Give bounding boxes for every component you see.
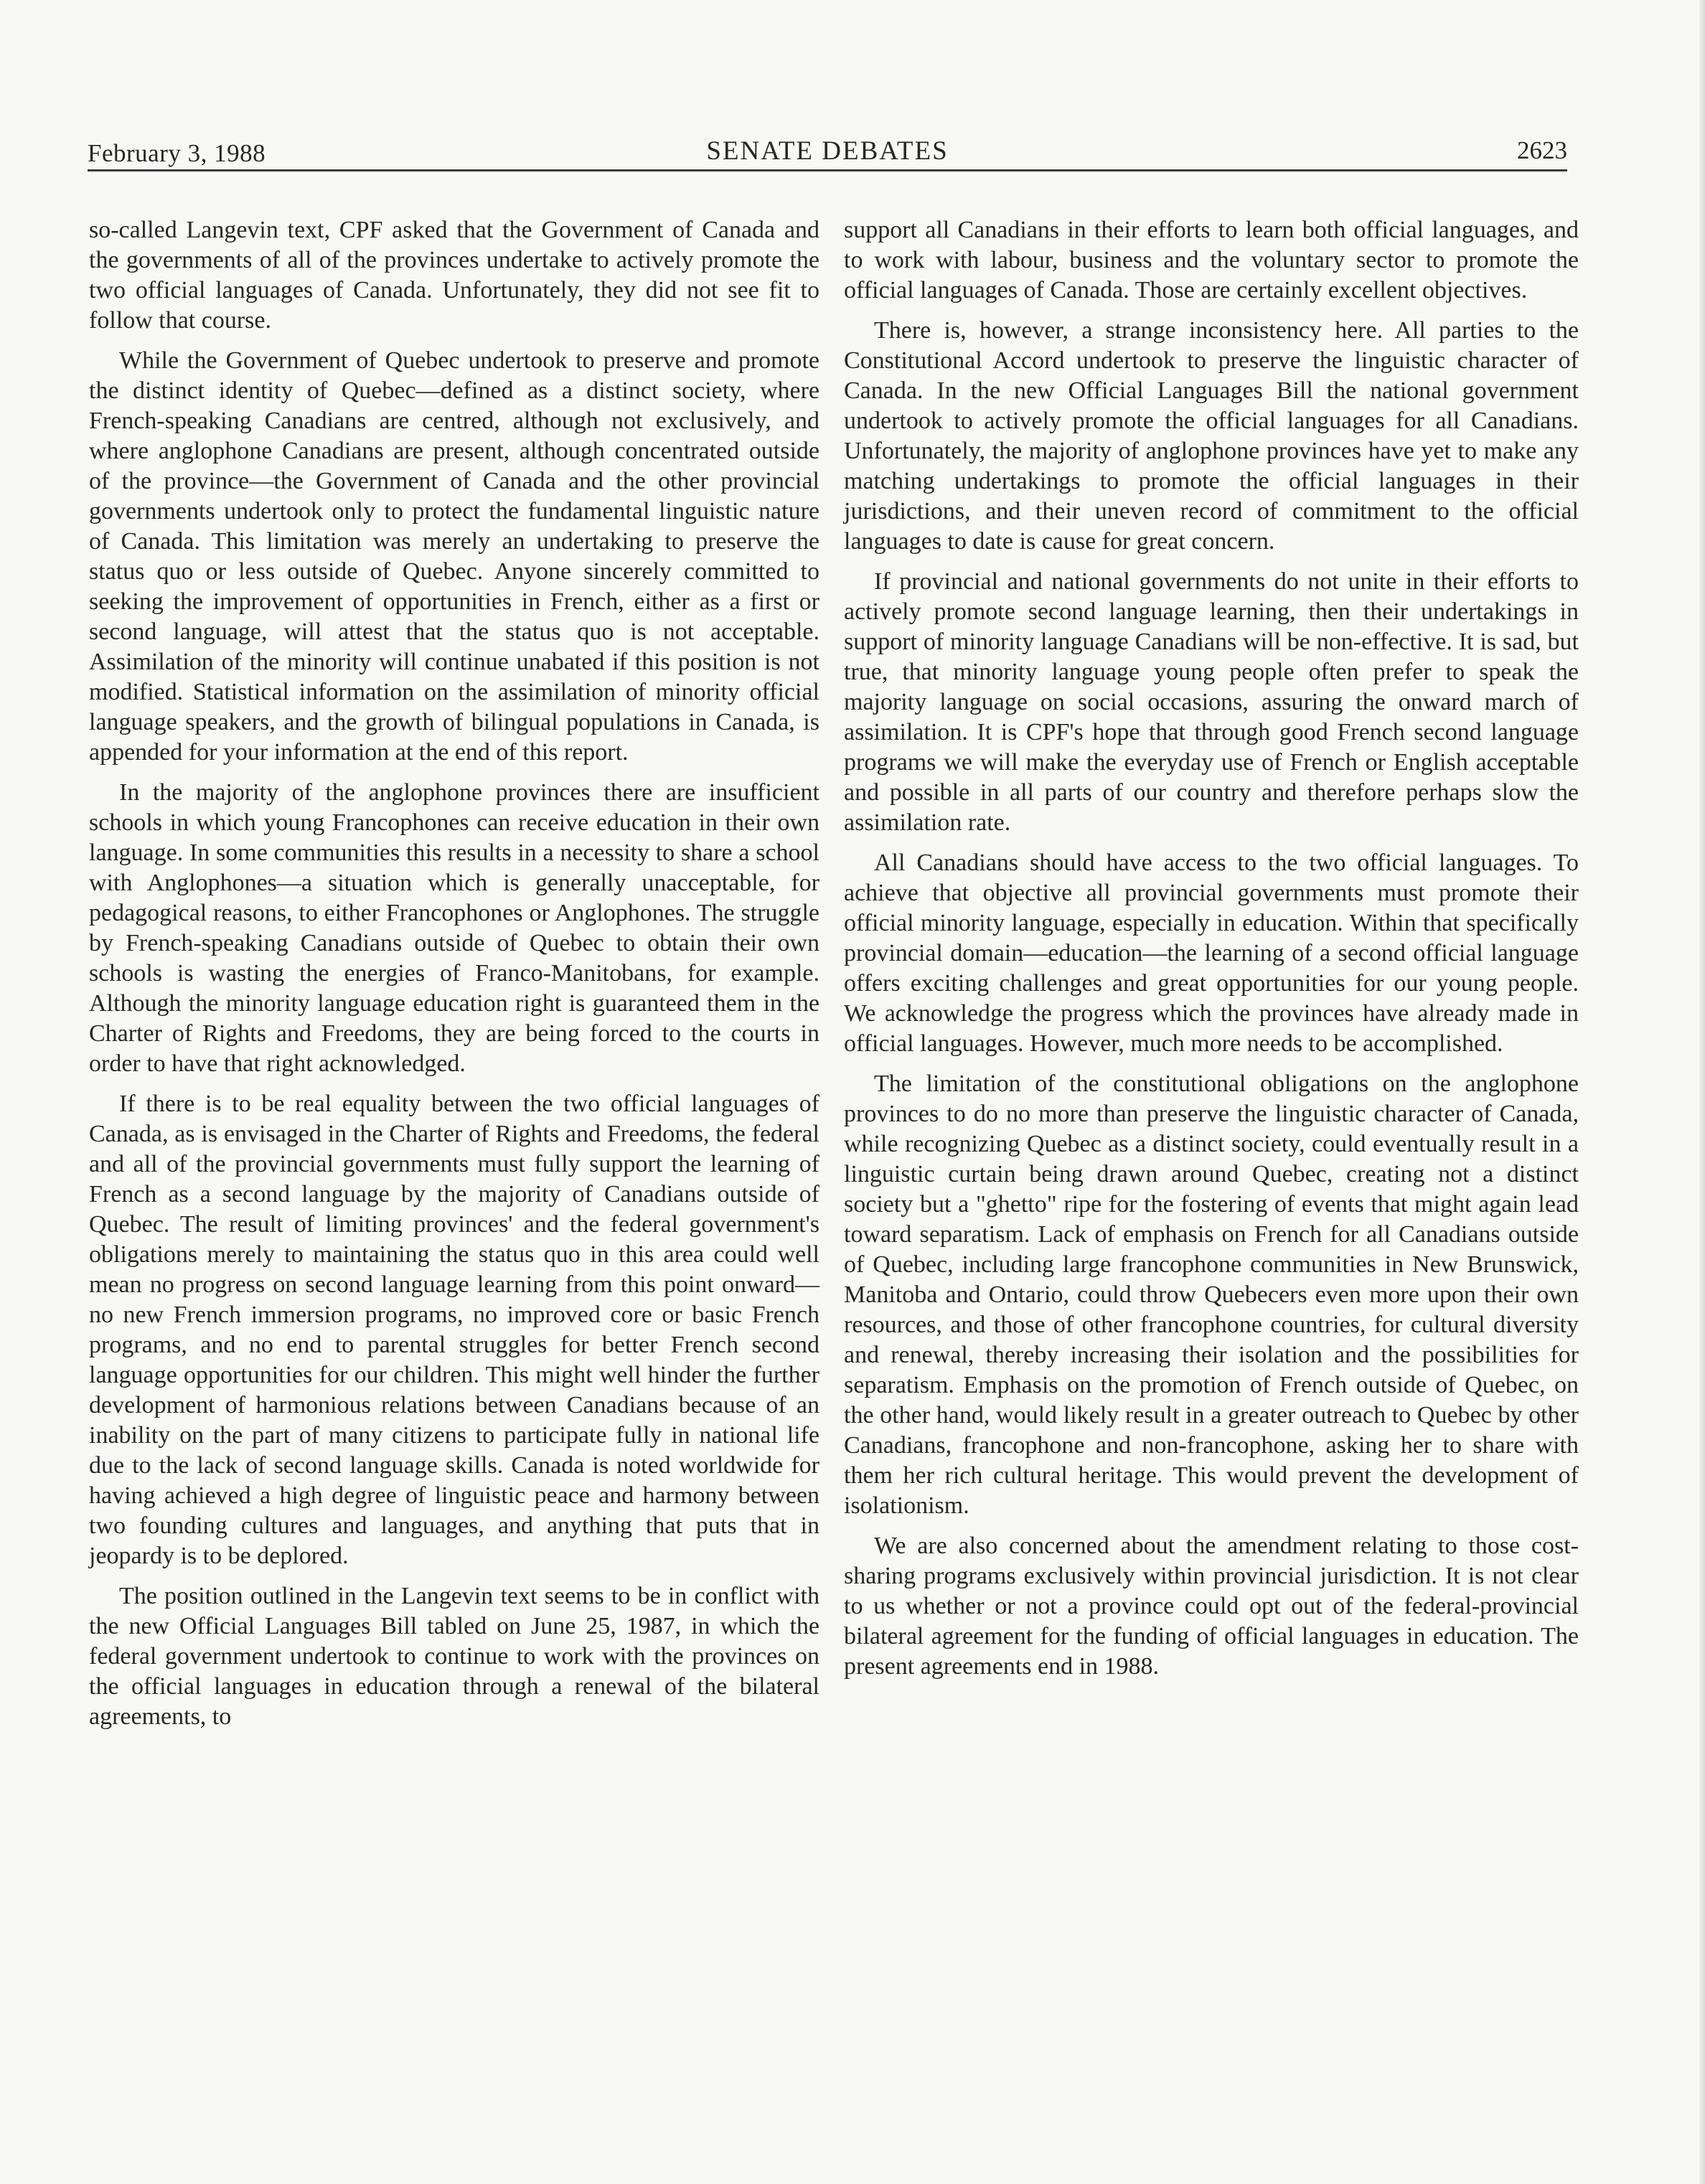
paragraph: The position outlined in the Langevin text seems to be in conflict with the new Official Languages Bill tabled on June 25, 1987, in which the federal government undertook to continue to work with the provinces on the official languages in education through a renewal of the bilateral agreements, to — [89, 1583, 819, 1730]
paragraph: In the majority of the anglophone provinces there are insufficient schools in which young Francophones can receive education in their own language. In some communities this results in a necessity to share a school with Anglophones—a situation which is generally unacceptable, for pedagogical reasons, to either Francophones or Anglophones. The struggle by French-speaking Canadians outside of Quebec to obtain their own schools is wasting the energies of Franco-Manitobans, for example. Although the minority language education right is guaranteed them in the Charter of Rights and Freedoms, they are being forced to the courts in order to have that right acknowledged. — [89, 779, 819, 1077]
scan-edge-shadow — [1699, 0, 1705, 2184]
paragraph: There is, however, a strange inconsistency here. All parties to the Constitutional Accord undertook to preserve the linguistic character of Canada. In the new Official Languages Bill the national government undertook to actively promote the official languages for all Canadians. Unfortunately, the majority of anglophone provinces have yet to make any matching undertakings to promote the official languages in their jurisdictions, and their uneven record of commitment to the official languages to date is cause for great concern. — [844, 317, 1579, 555]
left-column — [89, 215, 819, 1742]
header-page-number: 2623 — [1517, 136, 1567, 164]
paragraph: support all Canadians in their efforts to learn both official languages, and to work with labour, business and the voluntary sector to promote the official languages of Canada. Those are certainly excellent objectives. — [844, 217, 1579, 303]
paragraph: If there is to be real equality between the two official languages of Canada, as is envisaged in the Charter of Rights and Freedoms, the federal and all of the provincial governments must fully support the learning of French as a second language by the majority of Canadians outside of Quebec. The result of limiting provinces' and the federal government's obligations merely to maintaining the status quo in this area could well mean no progress on second language learning from this point onward—no new French immersion programs, no improved core or basic French programs, and no end to parental struggles for better French second language opportunities for our children. This might well hinder the further development of harmonious relations between Canadians because of an inability on the part of many citizens to participate fully in national life due to the lack of second language skills. Canada is noted worldwide for having achieved a high degree of linguistic peace and harmony between two founding cultures and languages, and anything that puts that in jeopardy is to be deplored. — [89, 1091, 819, 1569]
paragraph: The limitation of the constitutional obligations on the anglophone provinces to do no more than preserve the linguistic character of Canada, while recognizing Quebec as a distinct society, could eventually result in a linguistic curtain being drawn around Quebec, creating not a distinct society but a "ghetto" ripe for the fostering of events that might again lead toward separatism. Lack of emphasis on French for all Canadians outside of Quebec, including large francophone communities in New Brunswick, Manitoba and Ontario, could throw Quebecers even more upon their own resources, and those of other francophone countries, for cultural diversity and renewal, thereby increasing their isolation and the possibilities for separatism. Emphasis on the promotion of French outside of Quebec, on the other hand, would likely result in a greater outreach to Quebec by other Canadians, francophone and non-francophone, asking her to share with them her rich cultural heritage. This would prevent the development of isolationism. — [844, 1070, 1579, 1519]
header-date: February 3, 1988 — [88, 139, 266, 167]
paragraph: All Canadians should have access to the two official languages. To achieve that objective all provincial governments must promote their official minority language, especially in education. Within that specifically provincial domain—education—the learning of a second official language offers exciting challenges and great opportunities for our young people. We acknowledge the progress which the provinces have already made in official languages. However, much more needs to be accomplished. — [844, 849, 1579, 1057]
paragraph: If provincial and national governments do not unite in their efforts to actively promote second language learning, then their undertakings in support of minority language Canadians will be non-effective. It is sad, but true, that minority language young people often prefer to speak the majority language on social occasions, assuring the onward march of assimilation. It is CPF's hope that through good French second language programs we will make the everyday use of French or English acceptable and possible in all parts of our country and therefore perhaps slow the assimilation rate. — [844, 568, 1579, 836]
paragraph: so-called Langevin text, CPF asked that the Government of Canada and the governments of all of the provinces undertake to actively promote the two official languages of Canada. Unfortunately, they did not see fit to follow that course. — [89, 217, 819, 334]
paragraph: We are also concerned about the amendment relating to those cost-sharing programs exclusively within provincial jurisdiction. It is not clear to us whether or not a province could opt out of the federal-provincial bilateral agreement for the funding of official languages in education. The present agreements end in 1988. — [844, 1533, 1579, 1680]
header-title: SENATE DEBATES — [706, 136, 949, 166]
page-header — [88, 126, 1567, 171]
paragraph: While the Government of Quebec undertook to preserve and promote the distinct identity of Quebec—defined as a distinct society, where French-speaking Canadians are centred, although not exclusively, and where anglophone Canadians are present, although concentrated outside of the province—the Government of Canada and the other provincial governments undertook only to protect the fundamental linguistic nature of Canada. This limitation was merely an undertaking to preserve the status quo or less outside of Quebec. Anyone sincerely committed to seeking the improvement of opportunities in French, either as a first or second language, will attest that the status quo is not acceptable. Assimilation of the minority will continue unabated if this position is not modified. Statistical information on the assimilation of minority official language speakers, and the growth of bilingual populations in Canada, is appended for your information at the end of this report. — [89, 347, 819, 766]
right-column — [844, 215, 1579, 1692]
